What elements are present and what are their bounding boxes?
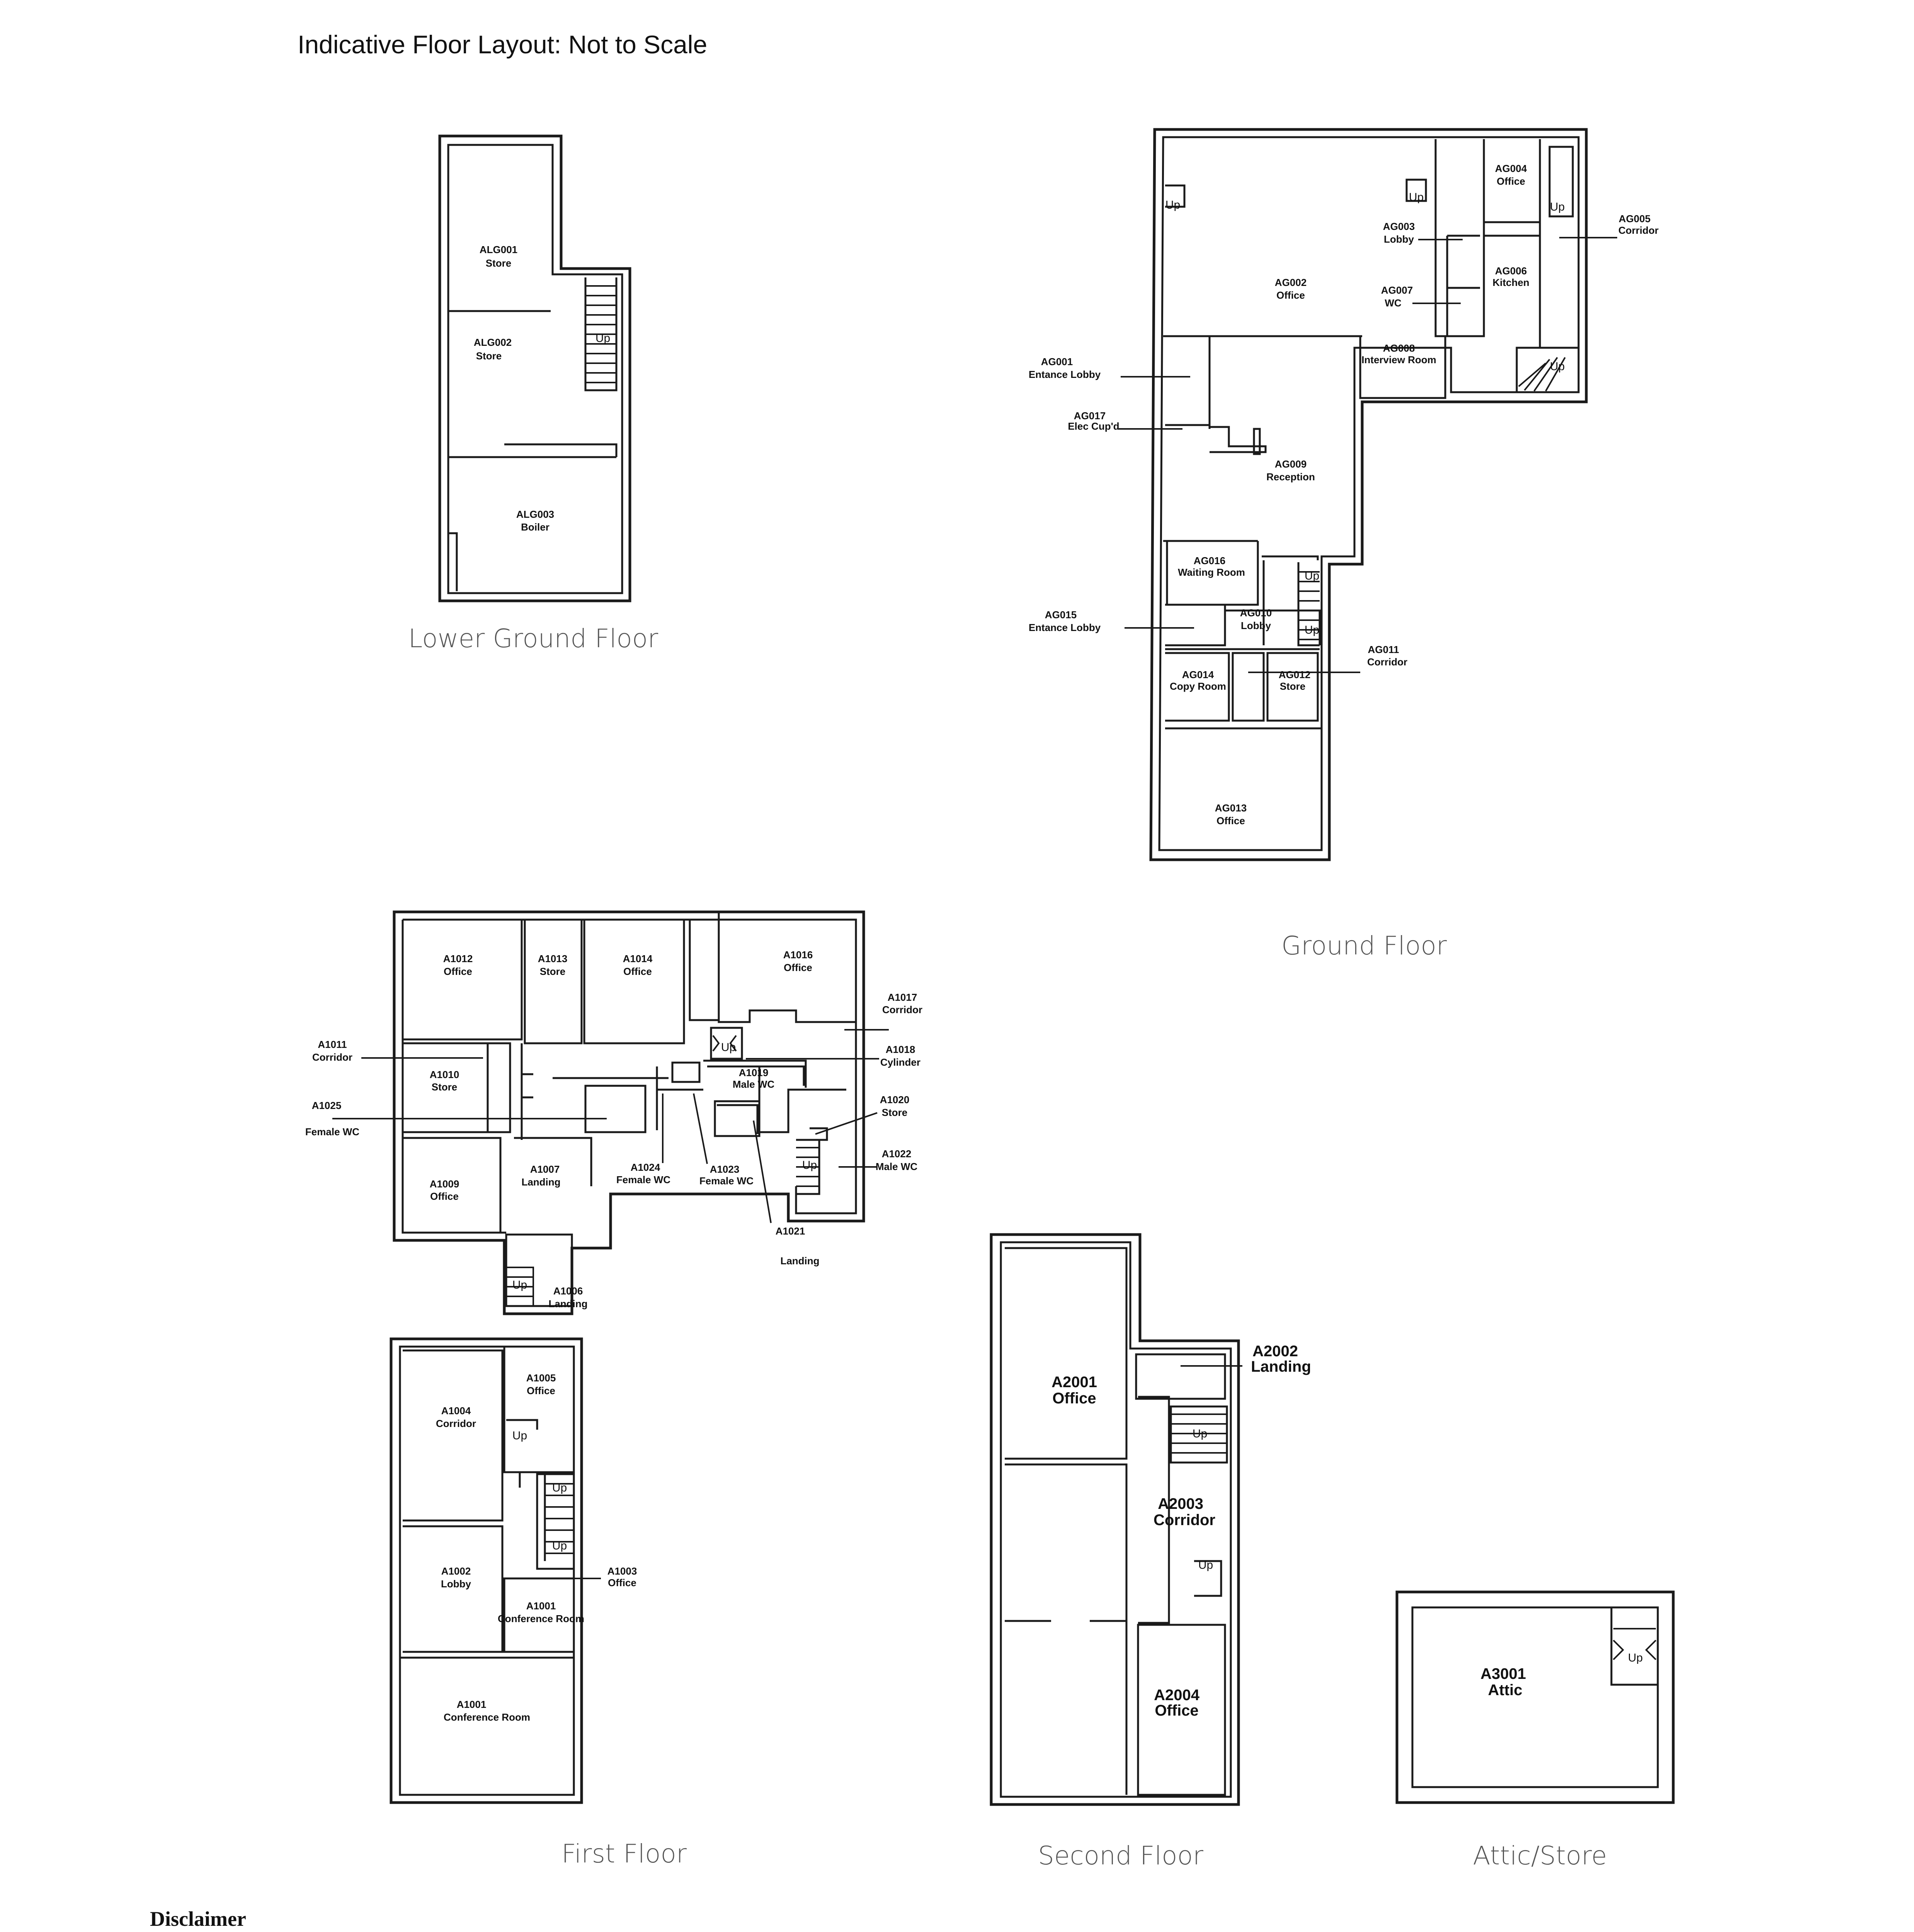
svg-text:Office: Office — [444, 966, 472, 977]
room-ag010 — [1240, 607, 1272, 631]
svg-text:A1010: A1010 — [429, 1069, 459, 1080]
svg-text:Store: Store — [476, 350, 502, 362]
room-a1008 — [521, 1163, 560, 1188]
svg-text:Male WC: Male WC — [875, 1161, 918, 1172]
svg-text:A1014: A1014 — [623, 953, 653, 964]
floor-caption-ground: Ground Floor — [1281, 931, 1447, 961]
svg-text:AG007: AG007 — [1381, 284, 1413, 296]
room-a1012 — [443, 953, 473, 977]
svg-text:Landing: Landing — [548, 1298, 588, 1310]
lower-ground-floor-plan — [408, 136, 658, 653]
svg-text:A1001: A1001 — [456, 1699, 487, 1710]
stair-up-label: Up — [1165, 199, 1181, 211]
svg-text:Landing: Landing — [521, 1176, 561, 1188]
ground-floor-plan — [1029, 129, 1659, 961]
room-a1016 — [783, 949, 813, 973]
svg-text:A1001: A1001 — [526, 1600, 556, 1612]
svg-text:A3001: A3001 — [1480, 1665, 1526, 1682]
svg-text:A1003: A1003 — [607, 1565, 637, 1577]
svg-text:AG010: AG010 — [1240, 607, 1272, 619]
svg-text:Office: Office — [784, 962, 812, 973]
svg-text:A1012: A1012 — [443, 953, 473, 964]
floor-caption-second: Second Floor — [1038, 1841, 1204, 1871]
room-a2004 — [1154, 1687, 1200, 1719]
svg-text:A1024: A1024 — [630, 1162, 660, 1173]
svg-text:A1007: A1007 — [530, 1163, 560, 1175]
svg-text:Lobby: Lobby — [1241, 620, 1271, 631]
svg-text:Female WC: Female WC — [616, 1174, 671, 1185]
svg-text:Store: Store — [485, 257, 512, 269]
attic-plan — [1397, 1592, 1673, 1871]
svg-text:AG013: AG013 — [1215, 802, 1247, 814]
svg-text:AG004: AG004 — [1495, 163, 1527, 174]
stair-up-label: Up — [1304, 624, 1320, 636]
svg-text:AG016: AG016 — [1193, 555, 1226, 566]
room-ag006 — [1492, 265, 1529, 288]
room-a2001 — [1051, 1374, 1097, 1407]
svg-text:A1019: A1019 — [738, 1067, 769, 1078]
first-floor-plan-north — [305, 912, 922, 1314]
svg-text:Office: Office — [1276, 289, 1305, 301]
stair-up-label: Up — [1409, 191, 1424, 204]
svg-text:Elec Cup'd: Elec Cup'd — [1068, 420, 1119, 432]
svg-text:A1016: A1016 — [783, 949, 813, 961]
floor-caption-first: First Floor — [561, 1839, 687, 1869]
stair-up-label: Up — [512, 1429, 527, 1442]
svg-text:Store: Store — [431, 1081, 458, 1093]
svg-text:A1009: A1009 — [429, 1178, 459, 1190]
svg-text:AG006: AG006 — [1495, 265, 1527, 277]
stair-up-label: Up — [721, 1041, 736, 1054]
svg-text:A1004: A1004 — [441, 1405, 471, 1417]
stair-up-label: Up — [552, 1481, 567, 1494]
room-a1019 — [733, 1067, 775, 1090]
room-ag003 — [1383, 221, 1463, 245]
room-ag016 — [1178, 555, 1245, 578]
svg-text:Corridor: Corridor — [436, 1418, 476, 1429]
svg-text:A2002: A2002 — [1252, 1343, 1298, 1360]
room-ag005 — [1559, 213, 1659, 238]
svg-text:A1022: A1022 — [881, 1148, 912, 1160]
room-a1007 — [548, 1285, 587, 1310]
room-ag002 — [1275, 277, 1307, 301]
svg-text:Office: Office — [623, 966, 652, 977]
room-ag013 — [1215, 802, 1247, 827]
svg-text:Office: Office — [608, 1577, 636, 1588]
svg-text:Landing: Landing — [780, 1255, 820, 1267]
stair-up-label: Up — [552, 1539, 567, 1552]
svg-text:A2003: A2003 — [1158, 1495, 1203, 1512]
svg-text:Corridor: Corridor — [882, 1004, 922, 1015]
svg-text:Corridor: Corridor — [1154, 1512, 1215, 1529]
room-a1021 — [839, 1148, 917, 1172]
svg-text:A2004: A2004 — [1154, 1687, 1199, 1704]
svg-text:Office: Office — [527, 1385, 555, 1396]
room-ag017 — [1068, 410, 1182, 432]
room-a2003 — [1154, 1495, 1215, 1529]
svg-text:A1018: A1018 — [885, 1044, 915, 1055]
svg-text:AG001: AG001 — [1041, 356, 1073, 367]
svg-text:Store: Store — [881, 1107, 908, 1118]
room-a1001 — [444, 1699, 530, 1723]
svg-text:Kitchen: Kitchen — [1492, 277, 1529, 288]
room-a1005 — [436, 1405, 476, 1429]
svg-text:A1002: A1002 — [441, 1565, 471, 1577]
first-floor-plan-south — [391, 1339, 687, 1869]
room-ag012 — [1279, 669, 1310, 692]
room-a1006 — [526, 1372, 556, 1396]
svg-text:Corridor: Corridor — [1367, 656, 1407, 668]
room-a1010 — [430, 1069, 459, 1093]
svg-text:Conference Room: Conference Room — [498, 1613, 584, 1624]
svg-text:Corridor: Corridor — [312, 1051, 352, 1063]
svg-text:A1005: A1005 — [526, 1372, 556, 1384]
svg-text:AG002: AG002 — [1274, 277, 1307, 288]
stair-up-label: Up — [595, 332, 611, 345]
svg-text:A1020: A1020 — [880, 1094, 910, 1105]
svg-text:Conference Room: Conference Room — [444, 1711, 530, 1723]
svg-text:Copy Room: Copy Room — [1170, 680, 1226, 692]
svg-text:AG014: AG014 — [1182, 669, 1214, 680]
room-alg002 — [474, 337, 512, 362]
svg-text:Lobby: Lobby — [1384, 233, 1414, 245]
room-ag015 — [1029, 609, 1194, 633]
svg-text:ALG001: ALG001 — [479, 244, 518, 255]
svg-text:AG011: AG011 — [1368, 644, 1399, 655]
stair-up-label: Up — [802, 1159, 817, 1172]
svg-text:Female WC: Female WC — [305, 1126, 360, 1138]
floor-caption-lower-ground: Lower Ground Floor — [408, 624, 658, 653]
svg-text:Office: Office — [1155, 1702, 1199, 1719]
svg-text:Store: Store — [539, 966, 566, 977]
room-a1002 — [498, 1600, 584, 1624]
svg-text:A1023: A1023 — [709, 1163, 740, 1175]
svg-text:Waiting Room: Waiting Room — [1178, 566, 1245, 578]
svg-text:A1006: A1006 — [553, 1285, 583, 1297]
second-floor-plan — [991, 1235, 1311, 1871]
svg-text:Attic: Attic — [1488, 1682, 1523, 1699]
room-a3001 — [1480, 1665, 1526, 1699]
svg-text:A1017: A1017 — [887, 992, 917, 1003]
room-ag011 — [1248, 644, 1407, 672]
svg-text:AG017: AG017 — [1074, 410, 1106, 422]
svg-text:AG005: AG005 — [1618, 213, 1651, 224]
room-ag009 — [1266, 458, 1315, 483]
svg-text:A1025: A1025 — [311, 1100, 342, 1111]
room-a1009 — [430, 1178, 459, 1202]
stair-up-label: Up — [1192, 1427, 1208, 1440]
stair-up-label: Up — [1550, 201, 1565, 213]
room-a1024 — [616, 1094, 670, 1185]
room-a1018 — [746, 1044, 920, 1068]
room-a1013 — [538, 953, 568, 977]
room-alg003 — [516, 509, 554, 533]
disclaimer-title: Disclaimer — [150, 1907, 246, 1930]
svg-text:Office: Office — [1052, 1390, 1096, 1407]
svg-text:Entance Lobby: Entance Lobby — [1028, 369, 1101, 380]
room-a1011 — [312, 1039, 483, 1063]
room-a1023 — [694, 1094, 754, 1187]
svg-text:Office: Office — [1216, 815, 1245, 827]
svg-text:A1013: A1013 — [538, 953, 568, 964]
svg-text:WC: WC — [1385, 297, 1402, 309]
room-ag008 — [1361, 342, 1436, 366]
svg-text:Entance Lobby: Entance Lobby — [1028, 622, 1101, 633]
svg-text:Landing: Landing — [1251, 1358, 1311, 1375]
svg-text:Store: Store — [1279, 680, 1306, 692]
svg-text:Male WC: Male WC — [732, 1078, 775, 1090]
svg-text:Corridor: Corridor — [1618, 224, 1659, 236]
svg-text:Office: Office — [1497, 175, 1525, 187]
svg-text:Cylinder: Cylinder — [880, 1056, 921, 1068]
floor-caption-attic: Attic/Store — [1473, 1841, 1607, 1871]
svg-text:A1021: A1021 — [775, 1225, 805, 1237]
svg-text:AG015: AG015 — [1045, 609, 1077, 621]
svg-text:ALG003: ALG003 — [516, 509, 555, 520]
room-a1014 — [623, 953, 653, 977]
svg-text:Boiler: Boiler — [521, 521, 550, 533]
svg-text:AG003: AG003 — [1383, 221, 1415, 232]
disclaimer — [150, 1907, 1777, 1932]
svg-text:ALG002: ALG002 — [473, 337, 512, 348]
svg-text:Interview Room: Interview Room — [1361, 354, 1436, 366]
room-a1003 — [441, 1565, 471, 1590]
svg-text:AG012: AG012 — [1278, 669, 1311, 680]
stair-up-label: Up — [1304, 570, 1320, 582]
stair-up-label: Up — [1550, 360, 1565, 373]
svg-text:Reception: Reception — [1266, 471, 1315, 483]
svg-text:AG008: AG008 — [1383, 342, 1415, 354]
room-ag004 — [1495, 163, 1527, 187]
stair-up-label: Up — [512, 1279, 527, 1291]
page-title: Indicative Floor Layout: Not to Scale — [298, 30, 708, 59]
svg-text:Office: Office — [430, 1190, 459, 1202]
room-alg001 — [480, 244, 517, 269]
svg-text:Female WC: Female WC — [699, 1175, 754, 1187]
stair-up-label: Up — [1198, 1559, 1213, 1571]
room-ag001 — [1029, 356, 1190, 380]
svg-text:AG009: AG009 — [1274, 458, 1307, 470]
room-ag014 — [1170, 669, 1226, 692]
svg-text:A2001: A2001 — [1051, 1374, 1097, 1391]
svg-text:Lobby: Lobby — [441, 1578, 471, 1590]
stair-up-label: Up — [1628, 1651, 1643, 1664]
svg-text:A1011: A1011 — [318, 1039, 347, 1050]
